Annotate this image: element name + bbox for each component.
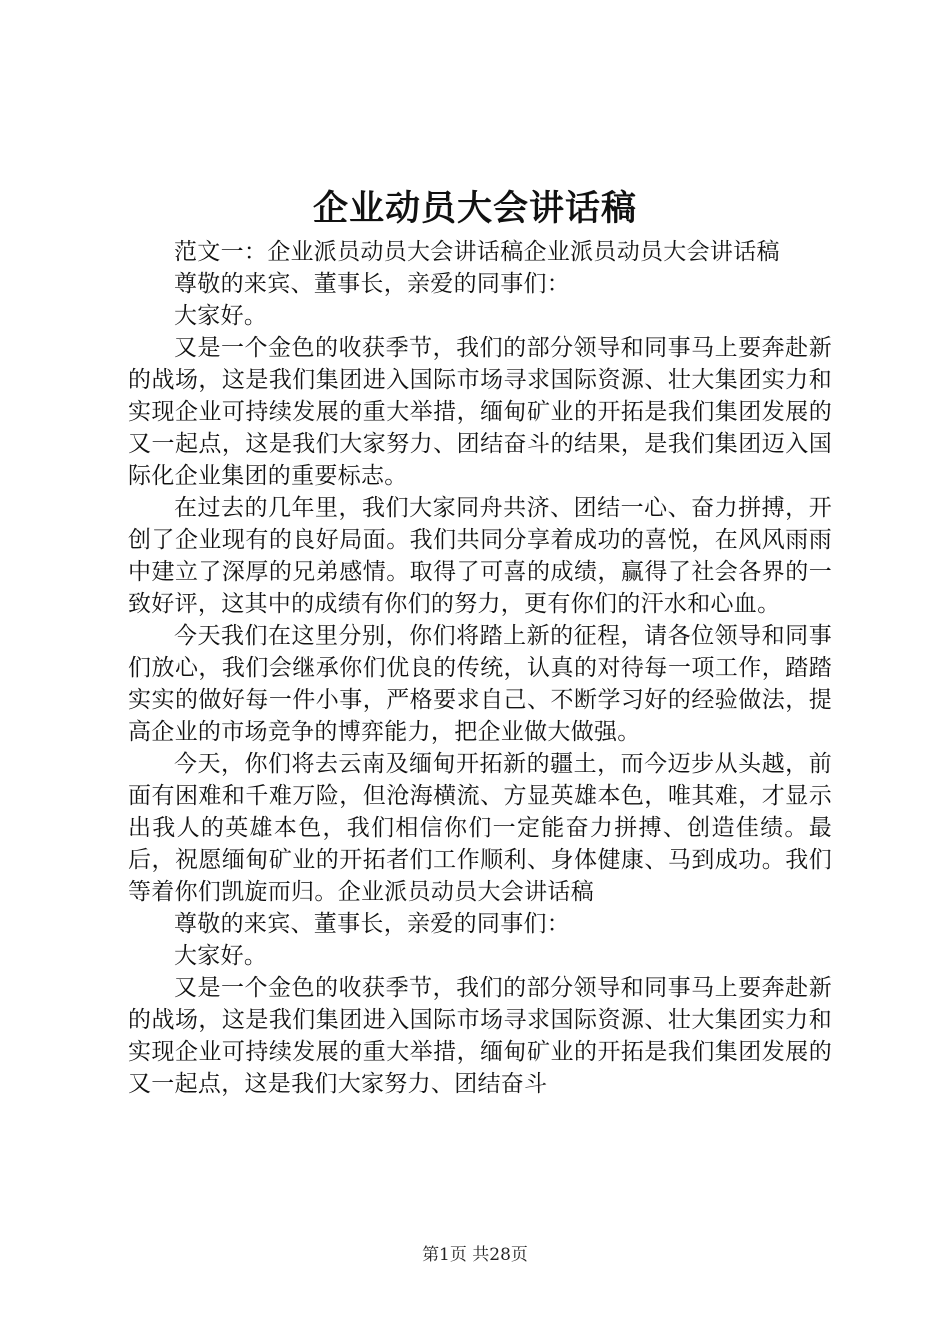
paragraph: 大家好。 bbox=[174, 303, 268, 329]
paragraph: 今天我们在这里分别，你们将踏上新的征程，请各位领导和同事们放心，我们会继承你们优良的传统，认真的对待每一项工作，踏踏实实的做好每一件小事，严格要求自己、不断学习好的经验做法，提高企业的市场竞争的博弈能力，把企业做大做强。 bbox=[128, 623, 832, 745]
document-title: 企业动员大会讲话稿 bbox=[312, 188, 637, 229]
paragraph: 又是一个金色的收获季节，我们的部分领导和同事马上要奔赴新的战场，这是我们集团进入国际市场寻求国际资源、壮大集团实力和实现企业可持续发展的重大举措，缅甸矿业的开拓是我们集团发展的又一起点，这是我们大家努力、团结奋斗的结果，是我们集团迈入国际化企业集团的重要标志。 bbox=[128, 335, 832, 489]
paragraph: 尊敬的来宾、董事长，亲爱的同事们： bbox=[174, 911, 571, 937]
paragraph: 今天，你们将去云南及缅甸开拓新的疆土，而今迈步从头越，前面有困难和千难万险，但沧海横流、方显英雄本色，唯其难，才显示出我人的英雄本色，我们相信你们一定能奋力拼搏、创造佳绩。最后，祝愿缅甸矿业的开拓者们工作顺利、身体健康、马到成功。我们等着你们凯旋而归。企业派员动员大会讲话稿 bbox=[128, 751, 832, 905]
paragraph: 尊敬的来宾、董事长，亲爱的同事们： bbox=[174, 271, 571, 297]
document-body bbox=[128, 236, 832, 1100]
paragraph: 又是一个金色的收获季节，我们的部分领导和同事马上要奔赴新的战场，这是我们集团进入国际市场寻求国际资源、壮大集团实力和实现企业可持续发展的重大举措，缅甸矿业的开拓是我们集团发展的又一起点，这是我们大家努力、团结奋斗 bbox=[128, 975, 832, 1097]
paragraph: 大家好。 bbox=[174, 943, 268, 969]
paragraph: 在过去的几年里，我们大家同舟共济、团结一心、奋力拼搏，开创了企业现有的良好局面。我们共同分享着成功的喜悦，在风风雨雨中建立了深厚的兄弟感情。取得了可喜的成绩，赢得了社会各界的一致好评，这其中的成绩有你们的努力，更有你们的汗水和心血。 bbox=[128, 495, 832, 617]
page-footer: 第1页 共28页 bbox=[422, 1245, 528, 1265]
paragraph: 范文一：企业派员动员大会讲话稿企业派员动员大会讲话稿 bbox=[174, 239, 780, 265]
